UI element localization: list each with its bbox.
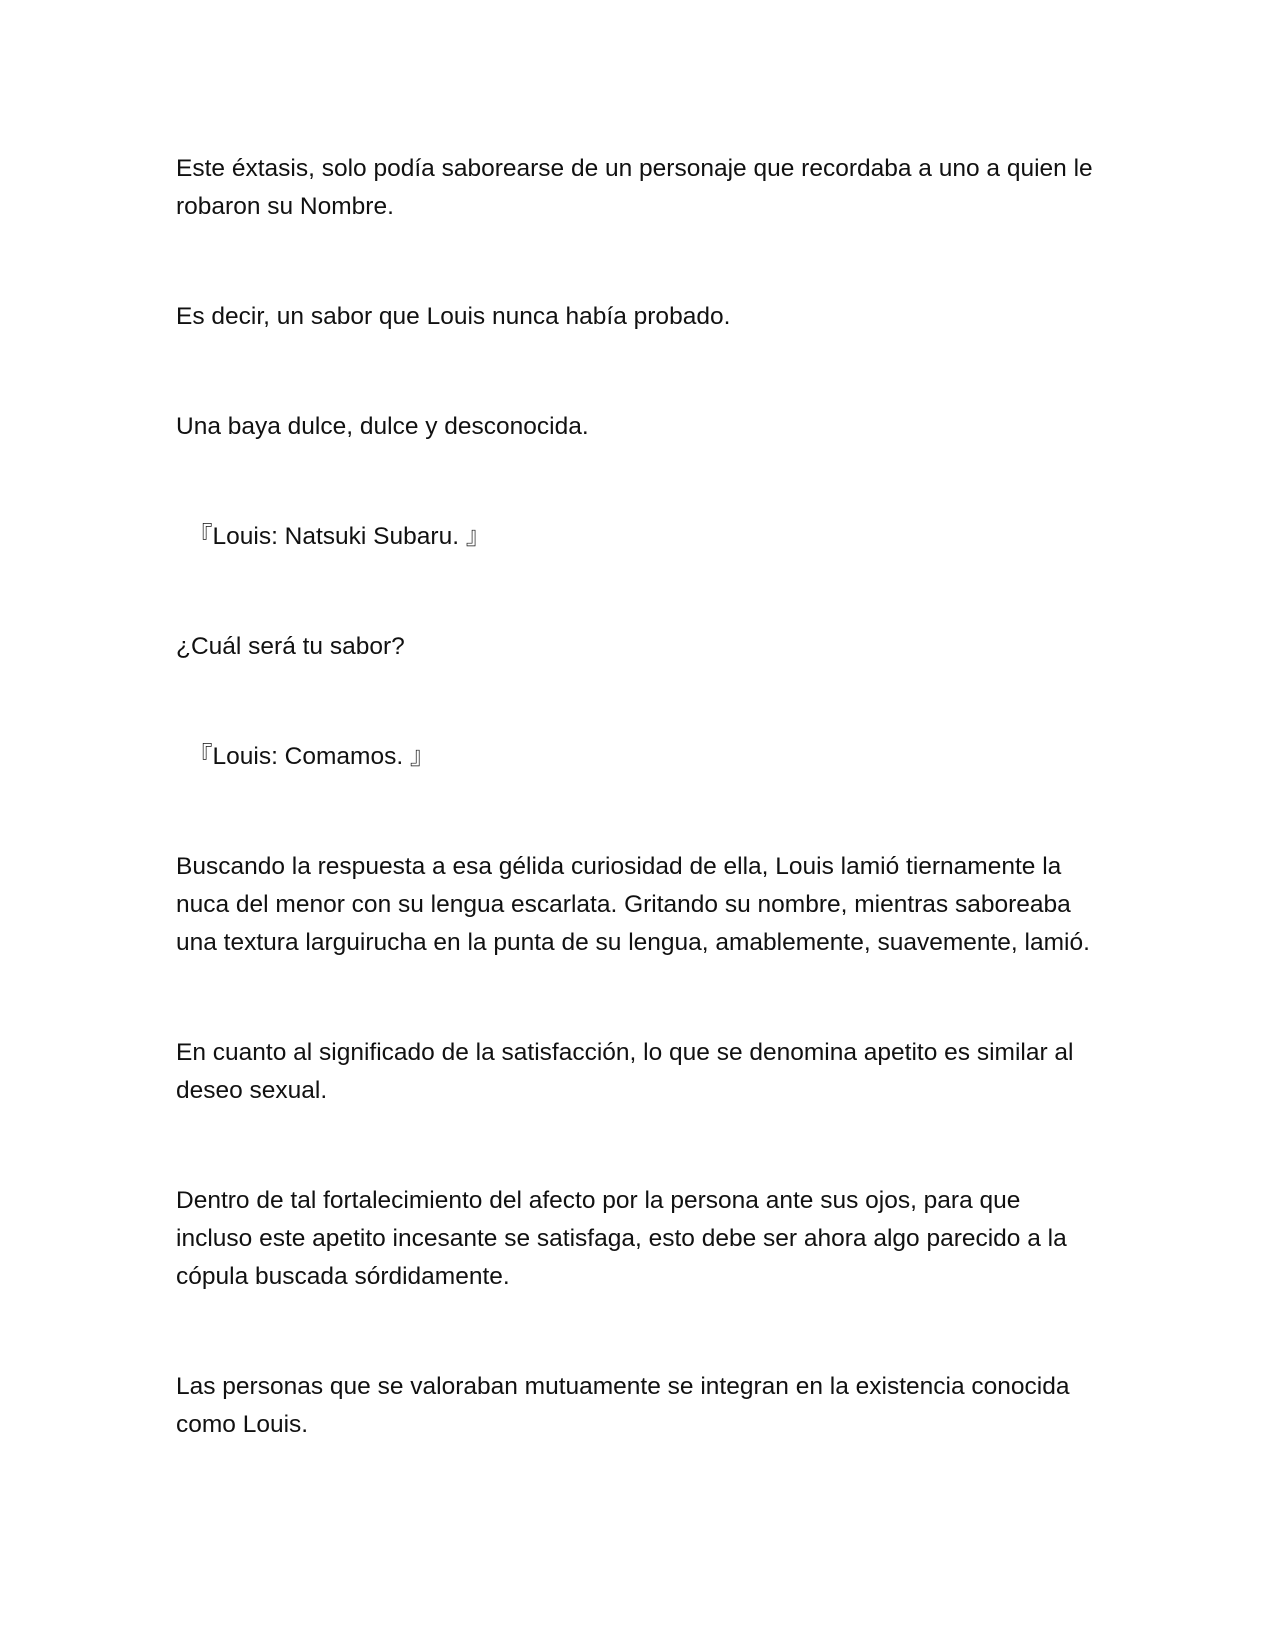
paragraph-1: Este éxtasis, solo podía saborearse de un personaje que recordaba a uno a quien le robaron su Nombre. (176, 155, 1093, 220)
paragraph-7: Buscando la respuesta a esa gélida curiosidad de ella, Louis lamió tiernamente la nuca del menor con su lengua escarlata. Gritando su nombre, mientras saboreaba una textura larguirucha en la punta de su lengua, amablemente, suavemente, lamió. (176, 853, 1090, 956)
paragraph-gap (176, 1296, 1101, 1368)
paragraph-3: Una baya dulce, dulce y desconocida. (176, 413, 589, 440)
paragraph-gap (176, 556, 1101, 628)
paragraph-2: Es decir, un sabor que Louis nunca había probado. (176, 303, 731, 330)
paragraph-gap (176, 776, 1101, 848)
paragraph-5: ¿Cuál será tu sabor? (176, 633, 405, 660)
paragraph-gap (176, 446, 1101, 518)
dialogue-line-1: 『Louis: Natsuki Subaru. 』 (188, 523, 491, 550)
paragraph-gap (176, 226, 1101, 298)
paragraph-10: Las personas que se valoraban mutuamente se integran en la existencia conocida como Louis. (176, 1373, 1070, 1438)
paragraph-gap (176, 962, 1101, 1034)
paragraph-gap (176, 1110, 1101, 1182)
paragraph-gap (176, 666, 1101, 738)
document-body (176, 150, 1101, 1444)
paragraph-gap (176, 336, 1101, 408)
dialogue-line-2: 『Louis: Comamos. 』 (188, 743, 435, 770)
paragraph-8: En cuanto al significado de la satisfacción, lo que se denomina apetito es similar al deseo sexual. (176, 1039, 1074, 1104)
paragraph-9: Dentro de tal fortalecimiento del afecto por la persona ante sus ojos, para que incluso este apetito incesante se satisfaga, esto debe ser ahora algo parecido a la cópula buscada sórdidamente. (176, 1187, 1067, 1290)
